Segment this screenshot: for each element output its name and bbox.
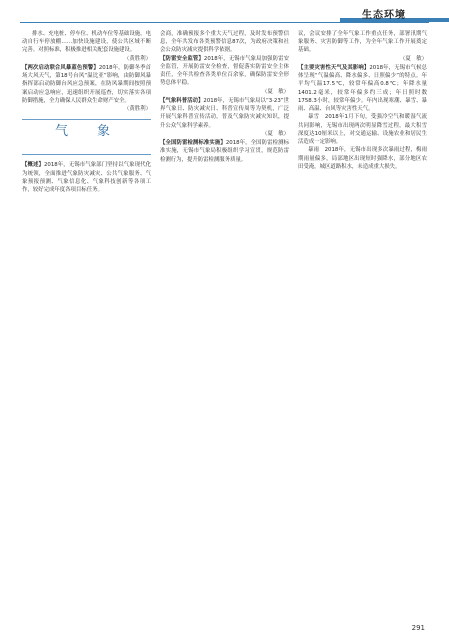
paragraph-text: 2018年，无锡市气象局加强防雷安全监管，开展防雷安全检查，督促落实防雷安全主体责任，全年共检查各类单位百余家，确保防雷安全形势总体平稳。 (160, 55, 289, 87)
column-2 (160, 30, 289, 164)
item-heading: 【主要灾害性天气及其影响】 (298, 65, 370, 71)
paragraph-text: 2018年，无锡市气候总体呈现“气温偏高、降水偏多、日照偏少”的特点。年平均气温17.5℃，较常年偏高0.8℃；年降水量1401.2毫米，较常年偏多约三成；年日照时数1758.3小时，较常年偏少。年内出现寒潮、暴雪、暴雨、高温、台风等灾害性天气。 (298, 65, 427, 113)
paragraph-text: 2018年，全国防雷检测标准实施，无锡市气象局积极组织学习宣贯，规范防雷检测行为，提升防雷检测服务质量。 (160, 140, 289, 163)
paragraph-text: 2018年，防御冬季首场大风天气，第18号台风“温比亚”影响，由防御风暴指挥部启动防御台风应急预案，在防风暴期间按照预案启动应急响应，迅速组织开展巡查，切实落实各项防御措施，全力确保人民群众生命财产安全。 (22, 65, 151, 104)
paragraph: 排水、充电桩、停车位、机动车位等基础设施，电动自行车停放棚……加快设施建设，使公共区域不断完善。对照标准，积极推进相关配套设施建设。 (22, 31, 151, 54)
paragraph (160, 97, 289, 130)
page-number: 291 (411, 624, 425, 632)
paragraph: 暴雨 2018年，无锡市出现多次暴雨过程，梅雨期雨量偏多，局部地区出现短时强降水，部分地区农田受淹，城区道路积水，未造成重大损失。 (298, 147, 427, 170)
source-credit: （夏 敏） (262, 88, 289, 95)
paragraph: 会商，准确预报多个重大天气过程，及时发布预警信息，全年共发布各类预警信息87次，为政府决策和社会公众防灾减灾提供科学依据。 (160, 31, 289, 54)
column-1 (22, 30, 151, 194)
item-heading: 【概述】 (22, 162, 44, 169)
item-heading: 【防雷安全监管】 (160, 55, 204, 62)
item-heading: 【气象科普活动】 (160, 98, 204, 104)
header-rule (20, 22, 429, 23)
paragraph (22, 161, 151, 194)
header-title: 生态环境 (362, 10, 406, 21)
source-credit: （夏 敏） (262, 131, 289, 137)
paragraph (298, 64, 427, 113)
paragraph (160, 139, 289, 164)
source-credit: （夏 敏） (400, 55, 427, 62)
paragraph-text: 2018年，无锡市气象部门坚持以气象现代化为统领，全面推进气象防灾减灾、公共气象服务、气象预报预测、气象信息化、气象科技创新等各项工作，较好完成年度各项目标任务。 (22, 162, 151, 194)
paragraph-text: 2018年，无锡市气象局以“3·23”世界气象日、防灾减灾日、科普宣传周等为契机，广泛开展气象科普宣传活动，普及气象防灾减灾知识，提升公众气象科学素养。 (160, 98, 289, 129)
source-credit: （黄胜利） (124, 106, 151, 113)
paragraph: 暴雪 2018年1月下旬，受强冷空气和暖湿气流共同影响，无锡市出现两次明显降雪过程，最大积雪深度达10厘米以上，对交通运输、设施农业和居民生活造成一定影响。 (298, 114, 427, 146)
paragraph: 议，会议安排了全年气象工作重点任务，部署汛期气象服务、灾害防御等工作，为全年气象工作开展奠定基础。 (298, 31, 427, 54)
section-heading-box (22, 119, 151, 155)
column-3 (298, 30, 427, 171)
section-title: 气 象 (54, 124, 118, 140)
paragraph (160, 55, 289, 88)
paragraph (22, 64, 151, 105)
item-heading: 【两次启动联合风暴蓝色预警】 (22, 65, 99, 71)
source-credit: （黄胜利） (124, 55, 151, 62)
item-heading: 【全国防雷检测标准实施】 (160, 140, 226, 147)
page-header (0, 0, 449, 22)
